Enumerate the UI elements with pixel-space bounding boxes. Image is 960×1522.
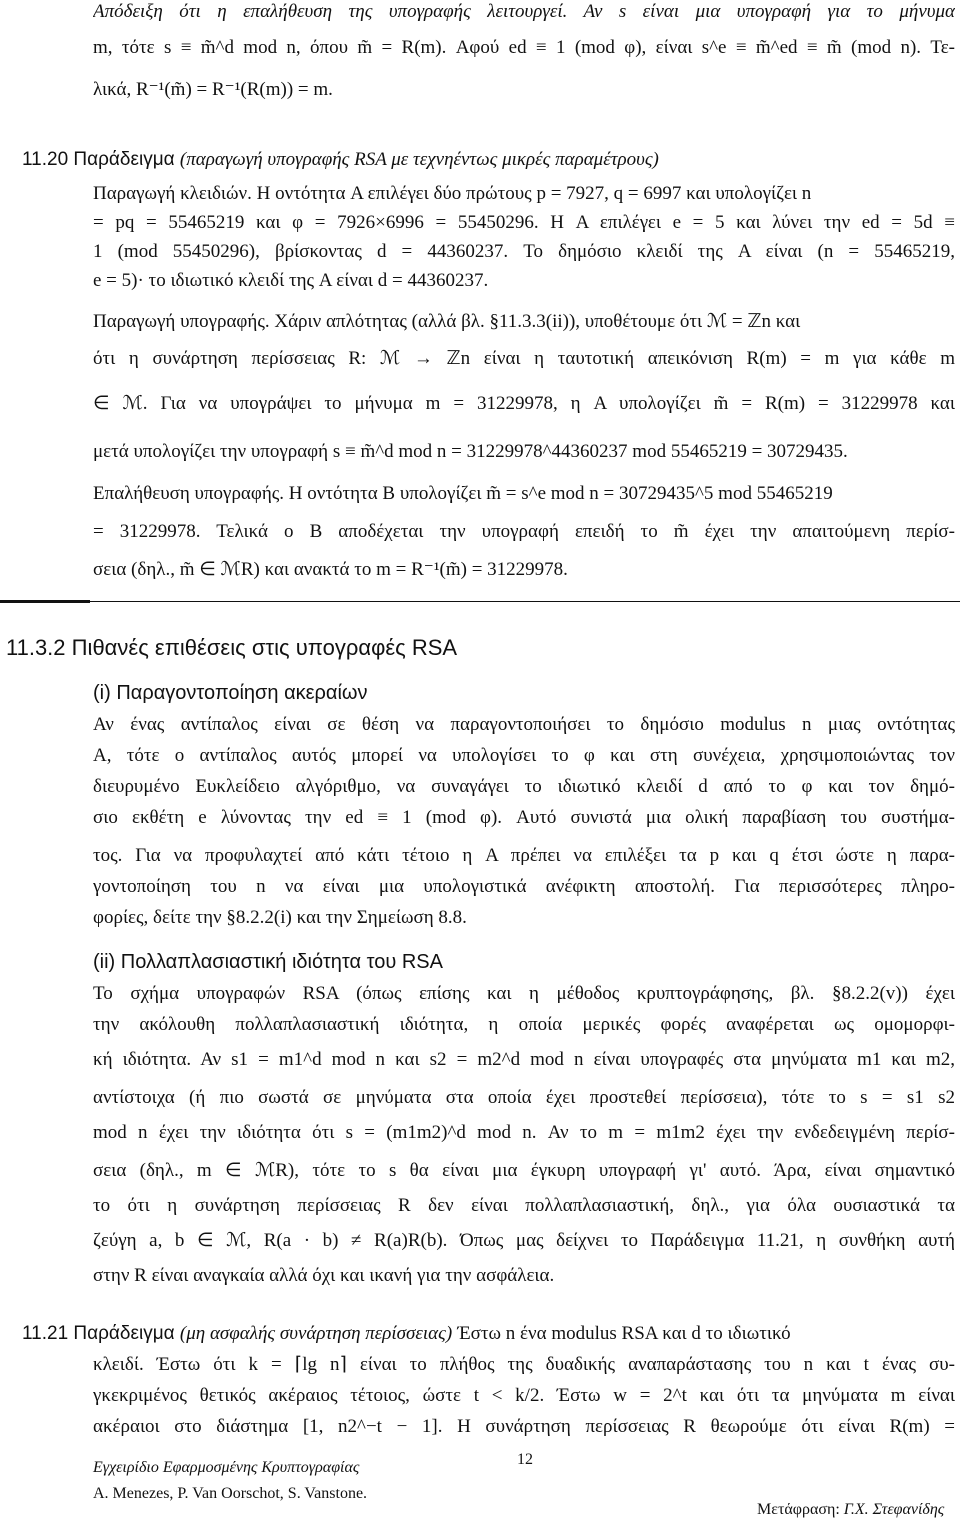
example-1121-heading [22,1322,791,1346]
subsection-i-line: Αν ένας αντίπαλος είναι σε θέση να παραγοντοποιήσει το δημόσιο modulus n μιας οντότητας [93,714,955,735]
subsection-ii-line: την ακόλουθη πολλαπλασιαστική ιδιότητα, η οποία μερικές φορές αναφέρεται ως ομομορφι- [93,1014,955,1035]
example-1120-line: μετά υπολογίζει την υπογραφή s ≡ m̃^d mod n = 31229978^44360237 mod 55465219 = 30729435. [93,441,848,462]
example-1121-line: γκεκριμένος θετικός ακέραιος τέτοιος, ώστε t < k/2. Έστω w = 2^t και ότι τα μηνύματα m είναι [93,1385,955,1406]
subsection-i-line: γοντοποίηση του n να είναι μια υπολογιστικά ανέφικτη αποστολή. Για περισσότερες πληρο- [93,876,955,897]
subsection-ii-heading: (ii) Πολλαπλασιαστική ιδιότητα του RSA [93,951,443,973]
example-1121-line: κλειδί. Έστω ότι k = ⌈lg n⌉ είναι το πλήθος της δυαδικής αναπαράστασης του n και t ένας συ- [93,1354,955,1375]
footer-page-number: 12 [517,1451,533,1468]
example-number: 11.21 [22,1323,69,1344]
proof-line-1: Απόδειξη ότι η επαλήθευση της υπογραφής λειτουργεί. Αν s είναι μια υπογραφή για το μήνυμα [93,1,955,22]
subsection-i-heading: (i) Παραγοντοποίηση ακεραίων [93,682,368,704]
section-title: Πιθανές επιθέσεις στις υπογραφές RSA [71,635,458,660]
example-1121-line: ακέραιοι στο διάστημα [1, n2^−t − 1]. Η συνάρτηση περίσσειας R θεωρούμε ότι είναι R(m) = [93,1416,955,1437]
example-1120-line: Επαλήθευση υπογραφής. Η οντότητα B υπολογίζει m̃ = s^e mod n = 30729435^5 mod 55465219 [93,483,833,504]
example-label: Παράδειγμα [73,149,175,170]
example-1120-heading [22,148,659,172]
example-first-line: Έστω n ένα modulus RSA και d το ιδιωτικό [457,1323,791,1344]
footer-authors: A. Menezes, P. Van Oorschot, S. Vanstone. [93,1485,368,1502]
example-1120-line: Παραγωγή κλειδιών. Η οντότητα A επιλέγει δύο πρώτους p = 7927, q = 6997 και υπολογίζει n [93,183,812,204]
subsection-ii-line: αντίστοιχα (ή πιο σωστά σε μηνύματα στα οποία έχει προστεθεί περίσσεια), τότε το s = s1 s2 [93,1087,955,1108]
section-divider-thick [0,600,90,603]
subsection-ii-line: κή ιδιότητα. Αν s1 = m1^d mod n και s2 = m2^d mod n είναι υπογραφές στα μηνύματα m1 και m2, [93,1049,955,1070]
example-1120-line: ∈ ℳ. Για να υπογράψει το μήνυμα m = 31229978, η A υπολογίζει m̃ = R(m) = 31229978 και [93,393,955,414]
example-label: Παράδειγμα [73,1323,175,1344]
subsection-ii-line: το ότι η συνάρτηση περίσσειας R δεν είναι πολλαπλασιαστική, δηλ., για όλα ουσιαστικά τα [93,1195,955,1216]
subsection-ii-line: σεια (δηλ., m ∈ ℳR), τότε το s θα είναι μια έγκυρη υπογραφή γι' αυτό. Άρα, είναι σημαντικό [93,1160,955,1181]
footer-book-title: Εγχειρίδιο Εφαρμοσμένης Κρυπτογραφίας [93,1459,360,1476]
subsection-ii-line: mod n έχει την ιδιότητα ότι s = (m1m2)^d mod n. Αν το m = m1m2 έχει την ενδεδειγμένη περίσ- [93,1122,955,1143]
example-1120-line: 1 (mod 55450296), βρίσκοντας d = 44360237. Το δημόσιο κλειδί της A είναι (n = 55465219, [93,241,955,262]
subsection-i-line: A, τότε ο αντίπαλος αυτός μπορεί να υπολογίσει το φ και στη συνέχεια, χρησιμοποιώντας τον [93,745,955,766]
subsection-ii-line: στην R είναι αναγκαία αλλά όχι και ικανή για την ασφάλεια. [93,1265,555,1286]
example-1120-line: σεια (δηλ., m̃ ∈ ℳR) και ανακτά το m = R⁻¹(m̃) = 31229978. [93,559,568,580]
proof-line-2: m, τότε s ≡ m̃^d mod n, όπου m̃ = R(m). Αφού ed ≡ 1 (mod φ), είναι s^e ≡ m̃^ed ≡ m̃ (mod n). Τε- [93,37,955,58]
example-title: (παραγωγή υπογραφής RSA με τεχνηέντως μικρές παραμέτρους) [179,149,659,170]
footer-translator [757,1500,944,1520]
example-title: (μη ασφαλής συνάρτηση περίσσειας) [179,1323,453,1344]
subsection-i-line: σιο εκθέτη e λύνοντας την ed ≡ 1 (mod φ). Αυτό συνιστά μια ολική παραβίαση του συστήμα- [93,807,955,828]
subsection-i-line: τος. Για να προφυλαχτεί από κάτι τέτοιο η A πρέπει να επιλέξει τα p και q έτσι ώστε η παρα- [93,845,955,866]
example-number: 11.20 [22,149,69,170]
section-divider-thin [90,601,960,602]
example-1120-line: = pq = 55465219 και φ = 7926×6996 = 55450296. Η A επιλέγει e = 5 και λύνει την ed = 5d ≡ [93,212,955,233]
subsection-i-line: φορίες, δείτε την §8.2.2(i) και την Σημείωση 8.8. [93,907,467,928]
example-1120-line: ότι η συνάρτηση περίσσειας R: ℳ → ℤn είναι η ταυτοτική απεικόνιση R(m) = m για κάθε m [93,348,955,369]
translator-name: Γ.Χ. Στεφανίδης [843,1501,945,1518]
section-heading [6,634,457,662]
subsection-ii-line: ζεύγη a, b ∈ ℳ, R(a · b) ≠ R(a)R(b). Όπως μας δείχνει το Παράδειγμα 11.21, η συνθήκη αυτή [93,1230,955,1251]
subsection-ii-line: Το σχήμα υπογραφών RSA (όπως επίσης και η μέθοδος κρυπτογράφησης, βλ. §8.2.2(v)) έχει [93,983,955,1004]
proof-line-3: λικά, R⁻¹(m̃) = R⁻¹(R(m)) = m. [93,79,333,100]
example-1120-line: e = 5)· το ιδιωτικό κλειδί της A είναι d = 44360237. [93,270,489,291]
translator-label: Μετάφραση: [757,1501,840,1518]
subsection-i-line: διευρυμένο Ευκλείδειο αλγόριθμο, να συναγάγει το ιδιωτικό κλειδί d από το φ και τον δημό- [93,776,955,797]
example-1120-line: = 31229978. Τελικά ο B αποδέχεται την υπογραφή επειδή το m̃ έχει την απαιτούμενη περίσ- [93,521,955,542]
example-1120-line: Παραγωγή υπογραφής. Χάριν απλότητας (αλλά βλ. §11.3.3(ii)), υποθέτουμε ότι ℳ = ℤn και [93,311,801,332]
section-number: 11.3.2 [6,635,66,660]
